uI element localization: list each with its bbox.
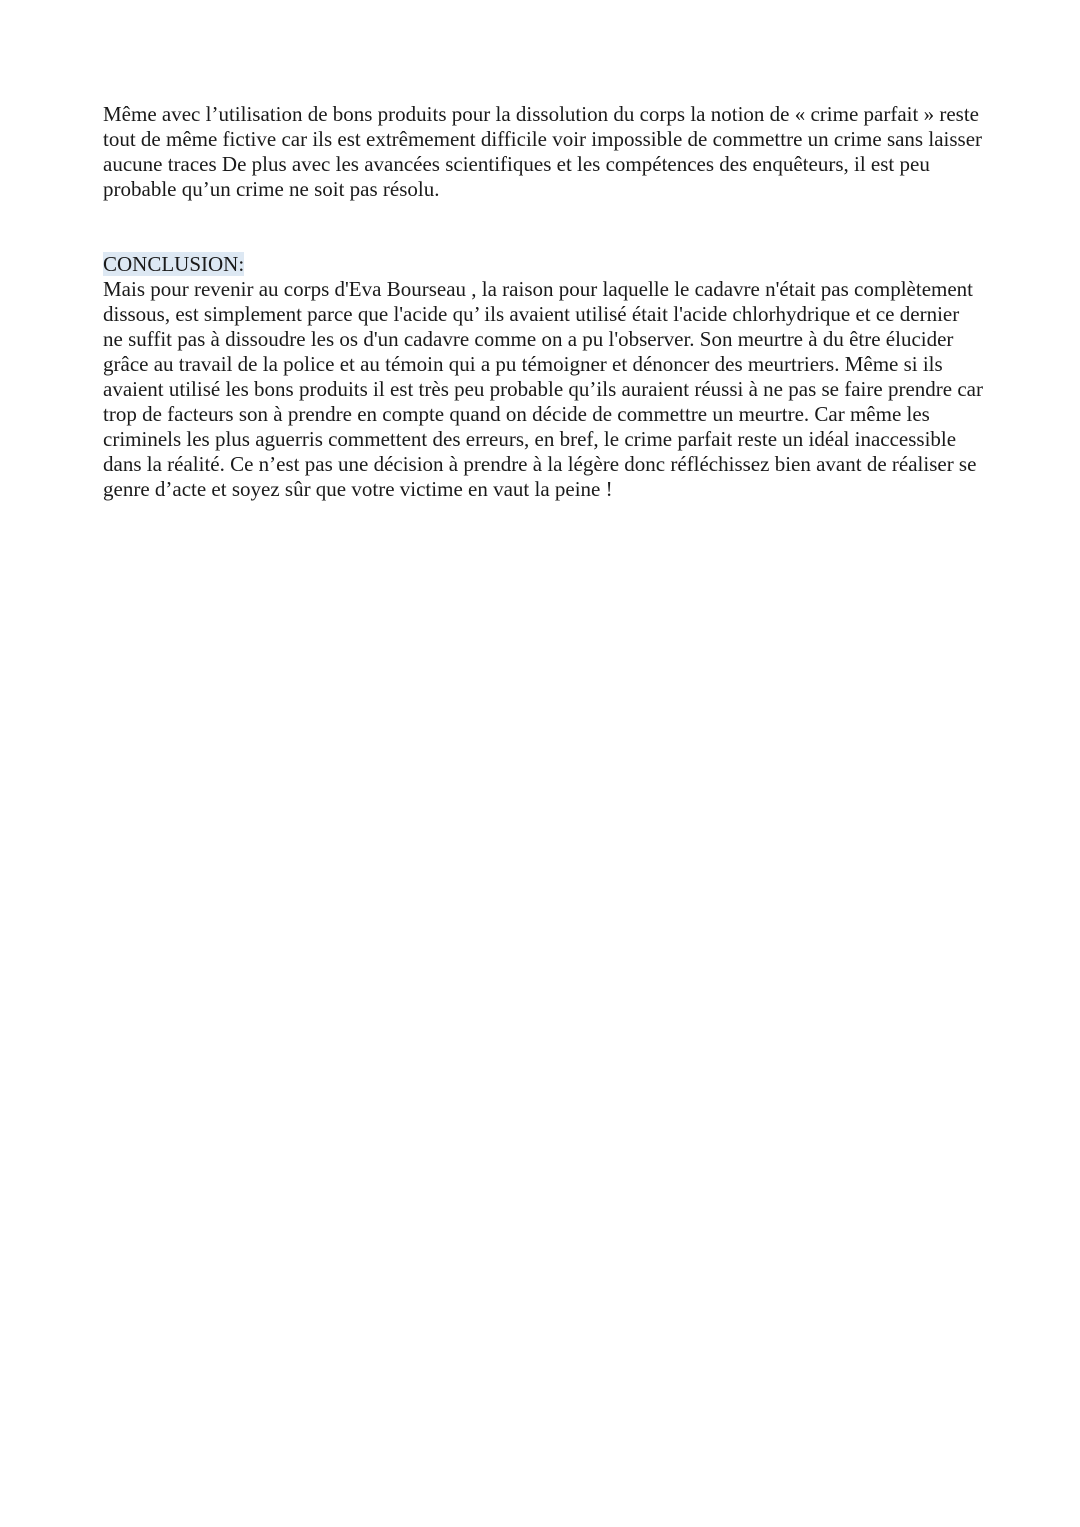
conclusion-heading-line [103,252,983,277]
body-paragraph: Même avec l’utilisation de bons produits pour la dissolution du corps la notion de « crime parfait » reste tout de même fictive car ils est extrêmement difficile voir impossible de commettre un crime sans laisser aucune traces De plus avec les avancées scientifiques et les compétences des enquêteurs, il est peu probable qu’un crime ne soit pas résolu. [103,102,983,201]
conclusion-heading: CONCLUSION: [103,252,245,276]
document-body [103,102,983,502]
conclusion-paragraph: Mais pour revenir au corps d'Eva Bourseau , la raison pour laquelle le cadavre n'était pas complètement dissous, est simplement parce que l'acide qu’ ils avaient utilisé était l'acide chlorhydrique et ce dernier ne suffit pas à dissoudre les os d'un cadavre comme on a pu l'observer. Son meurtre à du être élucider grâce au travail de la police et au témoin qui a pu témoigner et dénoncer des meurtriers. Même si ils avaient utilisé les bons produits il est très peu probable qu’ils auraient réussi à ne pas se faire prendre car trop de facteurs son à prendre en compte quand on décide de commettre un meurtre. Car même les criminels les plus aguerris commettent des erreurs, en bref, le crime parfait reste un idéal inaccessible dans la réalité. Ce n’est pas une décision à prendre à la légère donc réfléchissez bien avant de réaliser se genre d’acte et soyez sûr que votre victime en vaut la peine ! [103,277,983,501]
